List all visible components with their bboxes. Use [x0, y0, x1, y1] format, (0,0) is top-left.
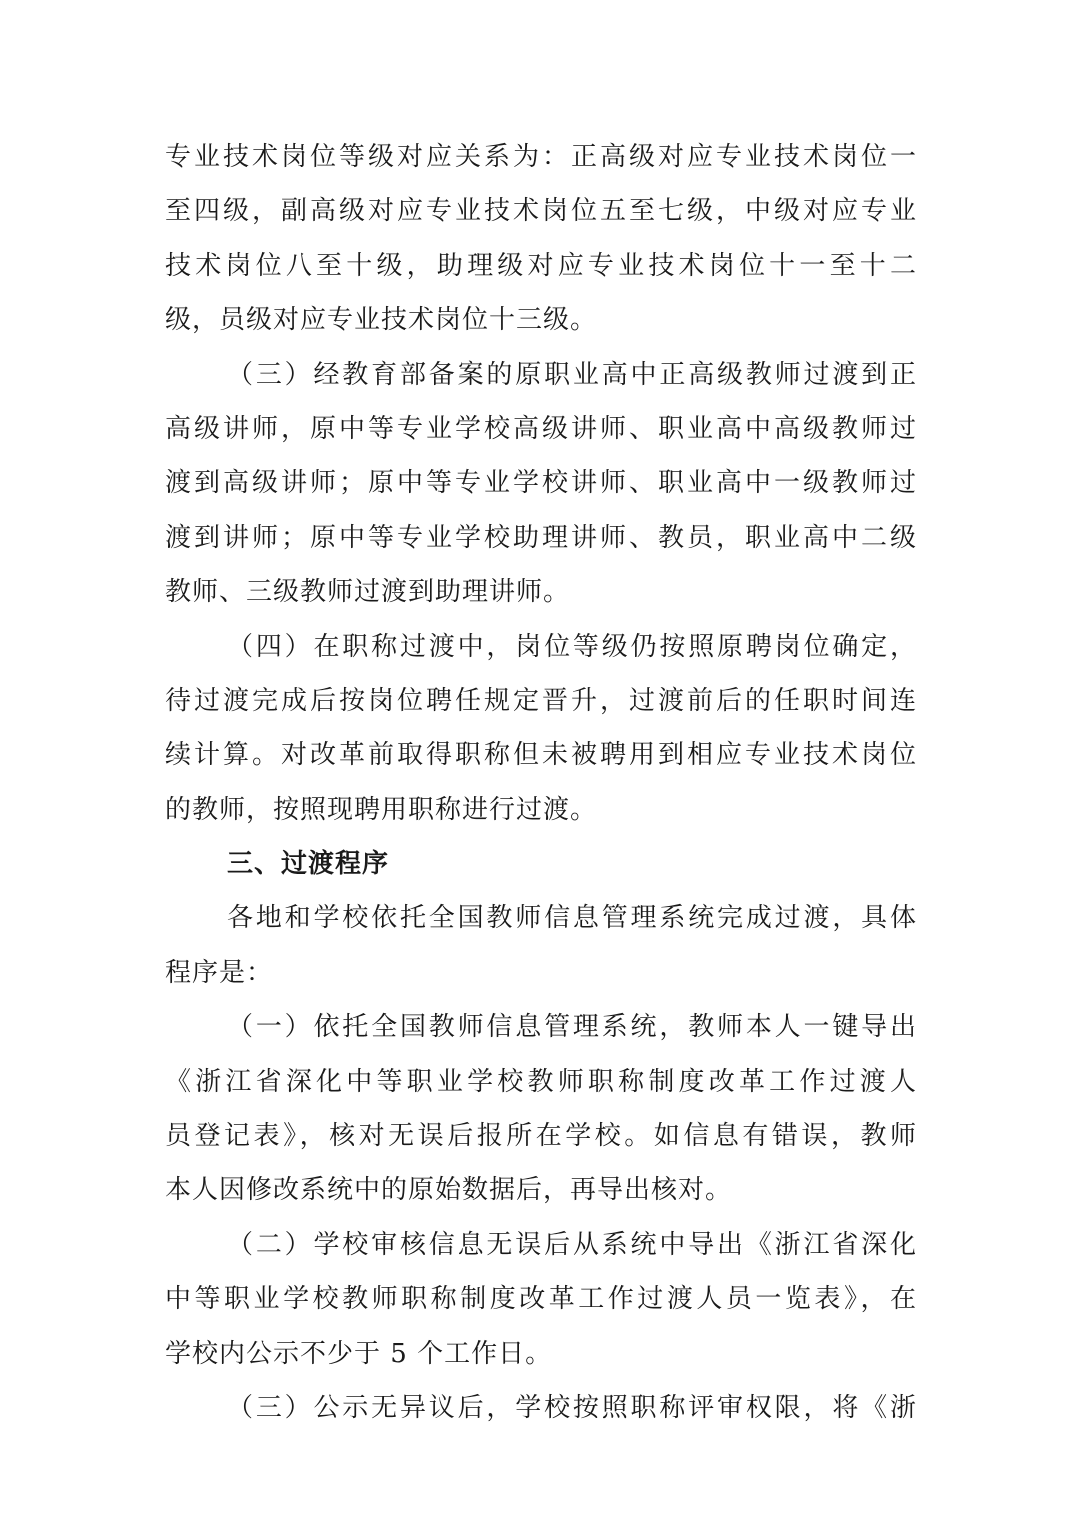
paragraph-line: 的教师，按照现聘用职称进行过渡。 — [165, 794, 598, 825]
paragraph-line: 各地和学校依托全国教师信息管理系统完成过渡，具体 — [227, 903, 917, 934]
paragraph-line: 渡到高级讲师；原中等专业学校讲师、职业高中一级教师过 — [165, 468, 917, 499]
paragraph-line: （四）在职称过渡中，岗位等级仍按照原聘岗位确定， — [227, 631, 917, 662]
paragraph-line: 学校内公示不少于 5 个工作日。 — [165, 1338, 553, 1369]
paragraph-line: 待过渡完成后按岗位聘任规定晋升，过渡前后的任职时间连 — [165, 685, 917, 716]
paragraph-line: 续计算。对改革前取得职称但未被聘用到相应专业技术岗位 — [165, 740, 917, 771]
paragraph-line: 技术岗位八至十级，助理级对应专业技术岗位十一至十二 — [165, 250, 917, 281]
paragraph-line: 本人因修改系统中的原始数据后，再导出核对。 — [165, 1175, 733, 1206]
paragraph-line: 级，员级对应专业技术岗位十三级。 — [165, 305, 598, 336]
paragraph-line: （三）公示无异议后，学校按照职称评审权限，将《浙 — [227, 1392, 917, 1423]
paragraph-line: 教师、三级教师过渡到助理讲师。 — [165, 577, 571, 608]
document-body — [165, 130, 917, 1435]
paragraph-line: 专业技术岗位等级对应关系为：正高级对应专业技术岗位一 — [165, 142, 917, 172]
paragraph-line: （三）经教育部备案的原职业高中正高级教师过渡到正 — [227, 359, 917, 390]
paragraph-line: 至四级，副高级对应专业技术岗位五至七级，中级对应专业 — [165, 196, 917, 227]
section-heading: 三、过渡程序 — [227, 849, 390, 880]
paragraph-line: 高级讲师，原中等专业学校高级讲师、职业高中高级教师过 — [165, 413, 917, 444]
paragraph-line: 员登记表》，核对无误后报所在学校。如信息有错误，教师 — [165, 1121, 917, 1152]
paragraph-line: 渡到讲师；原中等专业学校助理讲师、教员，职业高中二级 — [165, 522, 917, 553]
paragraph-line: 程序是： — [165, 957, 274, 988]
paragraph-line: 《浙江省深化中等职业学校教师职称制度改革工作过渡人 — [165, 1066, 917, 1097]
paragraph-line: 中等职业学校教师职称制度改革工作过渡人员一览表》，在 — [165, 1284, 917, 1315]
paragraph-line: （一）依托全国教师信息管理系统，教师本人一键导出 — [227, 1012, 917, 1043]
paragraph-line: （二）学校审核信息无误后从系统中导出《浙江省深化 — [227, 1229, 917, 1260]
